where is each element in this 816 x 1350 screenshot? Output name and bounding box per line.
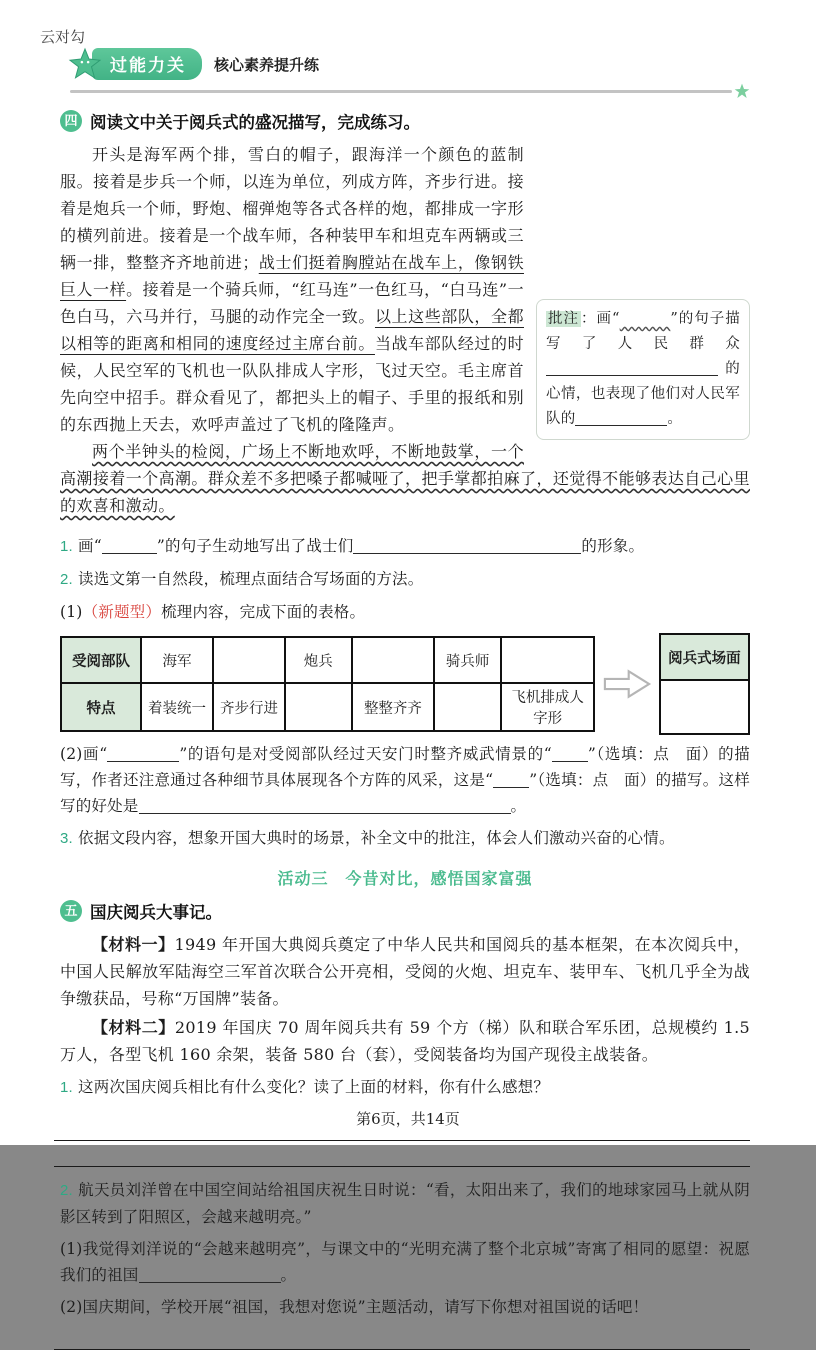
band-subtitle: 核心素养提升练 bbox=[214, 56, 320, 74]
header-divider bbox=[70, 83, 750, 99]
table-cell-blank bbox=[285, 683, 352, 731]
table-row bbox=[660, 634, 749, 680]
table-cell: 齐步行进 bbox=[213, 683, 285, 731]
section5-title: 国庆阅兵大事记。 bbox=[90, 904, 222, 922]
passage-paragraph-2: 两个半钟头的检阅，广场上不断地欢呼，不断地鼓掌，一个高潮接着一个高潮。群众差不多把嗓子都喊哑了，把手掌都拍麻了，还觉得不能够表达自己心里的欢喜和激动。 bbox=[60, 442, 750, 515]
section4-title: 阅读文中关于阅兵式的盛况描写，完成练习。 bbox=[90, 114, 420, 132]
table-cell: 飞机排成人字形 bbox=[501, 683, 594, 731]
row-header-features: 特点 bbox=[61, 683, 141, 731]
divider-star-icon bbox=[734, 83, 750, 99]
material-2: 【材料二】2019 年国庆 70 周年阅兵共有 59 个方（梯）队和联合军乐团，总规模约 1.5 万人，各型飞机 160 余架，装备 580 台（套），受阅装备均为国产现役主战装备。 bbox=[60, 1018, 750, 1064]
table-row bbox=[61, 637, 594, 683]
reading-passage bbox=[60, 141, 750, 519]
section5-header bbox=[60, 899, 750, 923]
section5-question-1: 1. 这两次国庆阅兵相比有什么变化？读了上面的材料，你有什么感想？ bbox=[60, 1078, 550, 1096]
page-footer: 第6页，共14页 bbox=[356, 1110, 460, 1128]
arrow-right-icon bbox=[601, 667, 653, 701]
question-2-sub2: (2)画“ ”的语句是对受阅部队经过天安门时整齐威武情景的“ ”（选填：点 面）的描写，作者还注意通过各种细节具体展现各个方阵的风采，这是“ ”（选填：点 面）的描写。这样写的好处是 。 bbox=[60, 745, 750, 815]
troops-table bbox=[60, 636, 595, 732]
watermark-text: 云对勾 bbox=[40, 29, 86, 46]
table-cell: 整整齐齐 bbox=[352, 683, 435, 731]
table-cell-blank bbox=[501, 637, 594, 683]
answer-line bbox=[54, 1324, 750, 1350]
table-cell: 海军 bbox=[141, 637, 213, 683]
table-row bbox=[660, 680, 749, 734]
annotation-box: 批注 ：画“ ”的句子描写了人民群众的心情，也表现了他们对人民军队的 。 bbox=[536, 299, 750, 440]
question-1: 1. 画“ ”的句子生动地写出了战士们 的形象。 bbox=[60, 537, 645, 555]
section5-question-2-sub1: (1)我觉得刘洋说的“会越来越明亮”，与课文中的“光明充满了整个北京城”寄寓了相同的愿望：祝愿我们的祖国 。 bbox=[60, 1240, 750, 1284]
table-cell: 着装统一 bbox=[141, 683, 213, 731]
table-cell-blank bbox=[434, 683, 501, 731]
row-header-troops: 受阅部队 bbox=[61, 637, 141, 683]
section-band bbox=[70, 49, 750, 79]
table-cell: 炮兵 bbox=[285, 637, 352, 683]
table-cell-blank bbox=[213, 637, 285, 683]
result-header: 阅兵式场面 bbox=[660, 634, 749, 680]
question-2: 2. 读选文第一自然段，梳理点面结合写场面的方法。 bbox=[60, 570, 424, 588]
question-2-sub1: (1)（新题型）梳理内容，完成下面的表格。 bbox=[60, 603, 366, 621]
analysis-table-row bbox=[60, 633, 750, 735]
question-3: 3. 依据文段内容，想象开国大典时的场景，补全文中的批注，体会人们激动兴奋的心情。 bbox=[60, 829, 675, 847]
section5-question-2: 2. 航天员刘洋曾在中国空间站给祖国庆祝生日时说：“看，太阳出来了，我们的地球家园马上就从阴影区转到了阳照区，会越来越明亮。” bbox=[60, 1181, 750, 1226]
table-cell: 骑兵师 bbox=[434, 637, 501, 683]
divider-bar bbox=[70, 90, 732, 93]
table-cell-blank bbox=[352, 637, 435, 683]
result-cell-blank bbox=[660, 680, 749, 734]
mascot-star-icon bbox=[70, 49, 100, 79]
passage-paragraph-1: 开头是海军两个排，雪白的帽子，跟海洋一个颜色的蓝制服。接着是步兵一个师，以连为单位，列成方阵，齐步行进。接着是炮兵一个师，野炮、榴弹炮等各式各样的炮，都排成一字形的横列前进。接着是一个战车师，各种装甲车和坦克车两辆或三辆一排，整整齐齐地前进；战士们挺着胸膛站在战车上，像钢铁巨人一样。接着是一个骑兵师，“红马连”一色红马，“白马连”一色白马，六马并行，马腿的动作完全一致。以上这些部队，全都以相等的距离和相同的速度经过主席台前。当战车部队经过的时候，人民空军的飞机也一队队排成人字形，飞过天空。毛主席首先向空中招手。群众看见了，都把头上的帽子、手里的报纸和别的东西抛上天去，欢呼声盖过了飞机的隆隆声。 bbox=[60, 145, 524, 434]
band-badge: 过能力关 bbox=[92, 48, 202, 80]
table-row bbox=[61, 683, 594, 731]
section4-header bbox=[60, 109, 750, 133]
section4-marker: 四 bbox=[60, 110, 82, 132]
answer-line bbox=[54, 1141, 750, 1167]
result-table bbox=[659, 633, 750, 735]
activity-heading: 活动三 今昔对比，感悟国家富强 bbox=[277, 871, 533, 888]
section5-marker: 五 bbox=[60, 900, 82, 922]
material-1: 【材料一】1949 年开国大典阅兵奠定了中华人民共和国阅兵的基本框架，在本次阅兵中，中国人民解放军陆海空三军首次联合公开亮相，受阅的火炮、坦克车、装甲车、飞机几乎全为战争缴获品，号称“万国牌”装备。 bbox=[60, 935, 750, 1008]
section5-question-2-sub2: (2)国庆期间，学校开展“祖国，我想对您说”主题活动，请写下你想对祖国说的话吧！ bbox=[60, 1298, 649, 1316]
